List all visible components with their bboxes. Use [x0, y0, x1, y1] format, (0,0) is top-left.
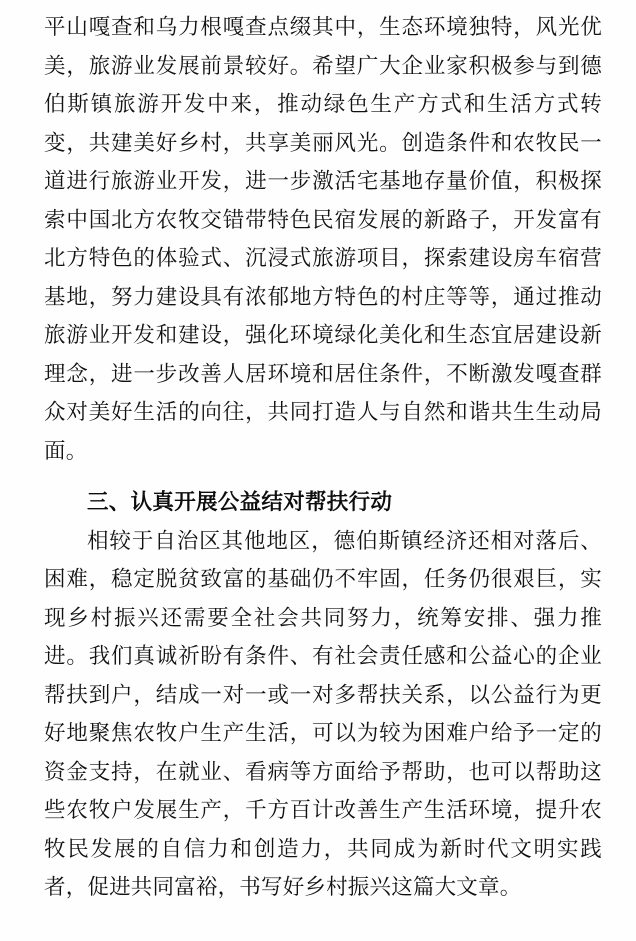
- body-paragraph-section-three: 相较于自治区其他地区，德伯斯镇经济还相对落后、困难，稳定脱贫致富的基础仍不牢固，任务仍很艰巨，实现乡村振兴还需要全社会共同努力，统筹安排、强力推进。我们真诚祈盼有条件、有社会责任感和公益心的企业帮扶到户，结成一对一或一对多帮扶关系，以公益行为更好地聚焦农牧户生产生活，可以为较为困难户给予一定的资金支持，在就业、看病等方面给予帮助，也可以帮助这些农牧户发展生产，千方百计改善生产生活环境，提升农牧民发展的自信力和创造力，共同成为新时代文明实践者，促进共同富裕，书写好乡村振兴这篇大文章。: [44, 528, 602, 899]
- section-heading-three: 三、认真开展公益结对帮扶行动: [87, 490, 393, 514]
- body-paragraph-continued: 平山嘎查和乌力根嘎查点缀其中，生态环境独特，风光优美，旅游业发展前景较好。希望广大企业家积极参与到德伯斯镇旅游开发中来，推动绿色生产方式和生活方式转变，共建美好乡村，共享美丽风光。创造条件和农牧民一道进行旅游业开发，进一步激活宅基地存量价值，积极探索中国北方农牧交错带特色民宿发展的新路子，开发富有北方特色的体验式、沉浸式旅游项目，探索建设房车宿营基地，努力建设具有浓郁地方特色的村庄等等，通过推动旅游业开发和建设，强化环境绿化美化和生态宜居建设新理念，进一步改善人居环境和居住条件，不断激发嘎查群众对美好生活的向往，共同打造人与自然和谐共生生动局面。: [44, 15, 602, 463]
- paragraph-spacer: [44, 470, 602, 477]
